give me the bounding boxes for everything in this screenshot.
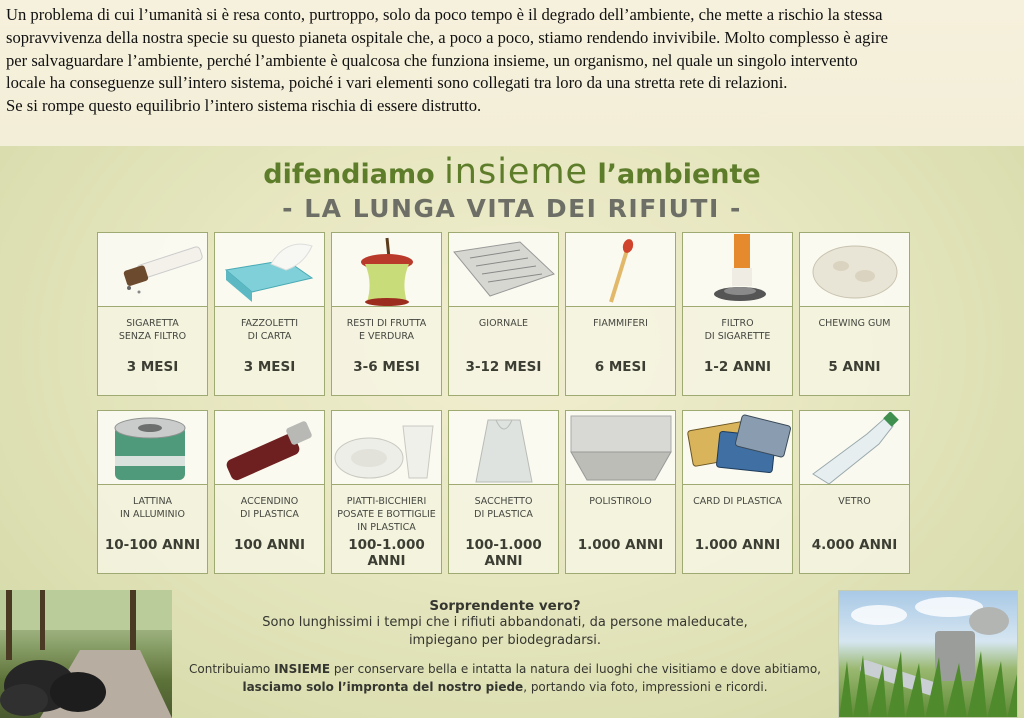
intro-line: locale ha conseguenze sull’intero sistema, poiché i vari elementi sono collegati tra loro da una stretta rete di relazioni. xyxy=(6,73,788,93)
cigarette-icon xyxy=(98,233,207,307)
poster-headline xyxy=(0,152,1024,192)
polystyrene-icon xyxy=(566,411,675,485)
waste-card-can xyxy=(97,410,208,574)
can-icon xyxy=(98,411,207,485)
waste-label: CHEWING GUM xyxy=(818,318,891,329)
waste-duration: 3 MESI xyxy=(126,359,179,375)
intro-line: Un problema di cui l’umanità si è resa conto, purtroppo, solo da poco tempo è il degrado dell’ambiente, che mette a rischio la stessa xyxy=(6,5,883,24)
intro-line: Se si rompe questo equilibrio l’intero sistema rischia di essere distrutto. xyxy=(6,96,482,116)
match-icon xyxy=(566,233,675,307)
waste-label: LATTINA IN ALLUMINIO xyxy=(120,496,185,520)
plastic-bag-icon xyxy=(449,411,558,485)
headline-word-difendiamo: difendiamo xyxy=(263,159,435,190)
waste-label: GIORNALE xyxy=(478,318,529,329)
poster-subheadline: - LA LUNGA VITA DEI RIFIUTI - xyxy=(282,194,742,223)
cta-text: , portando via foto, impressioni e ricordi. xyxy=(523,680,768,694)
waste-label: PIATTI-BICCHIERI POSATE E BOTTIGLIE IN PLASTICA xyxy=(337,496,436,533)
waste-card-chewing-gum xyxy=(799,232,910,396)
waste-label: SACCHETTO DI PLASTICA xyxy=(474,496,533,520)
waste-duration: 1-2 ANNI xyxy=(703,359,772,375)
waste-label: SIGARETTA SENZA FILTRO xyxy=(118,318,187,342)
apple-core-icon xyxy=(332,233,441,307)
waste-card-lighter xyxy=(214,410,325,574)
waste-duration: 10-100 ANNI xyxy=(104,537,201,553)
park-trash-bags-photo xyxy=(0,590,172,718)
cta-text: Contribuiamo xyxy=(189,662,275,676)
tissues-icon xyxy=(215,233,324,307)
waste-duration: 4.000 ANNI xyxy=(811,537,898,553)
waste-label: FILTRO DI SIGARETTE xyxy=(704,318,771,342)
intro-paragraph xyxy=(0,0,1024,146)
intro-line: per salvaguardare l’ambiente, perché l’ambiente è qualcosa che funziona insieme, un organismo, nel quale un singolo intervento xyxy=(6,50,858,70)
waste-duration: 3 MESI xyxy=(243,359,296,375)
waste-label: CARD DI PLASTICA xyxy=(693,496,782,507)
newspaper-icon xyxy=(449,233,558,307)
waste-card-plastic-bag xyxy=(448,410,559,574)
waste-lifespan-poster xyxy=(0,146,1024,718)
plastic-card-icon xyxy=(683,411,792,485)
cta-emphasis: lasciamo solo l’impronta del nostro piede xyxy=(242,680,524,694)
bottom-line: Sono lunghissimi i tempi che i rifiuti abbandonati, da persone maleducate, xyxy=(262,615,748,630)
bottom-line: impiegano per biodegradarsi. xyxy=(408,633,602,648)
waste-label: FAZZOLETTI DI CARTA xyxy=(240,318,299,342)
waste-card-glass xyxy=(799,410,910,574)
waste-duration: 5 ANNI xyxy=(828,359,881,375)
waste-card-tissues xyxy=(214,232,325,396)
waste-label: VETRO xyxy=(838,496,871,507)
waste-grid-row-2 xyxy=(97,410,912,574)
bottom-message xyxy=(180,598,830,696)
waste-card-matches xyxy=(565,232,676,396)
waste-card-fruit xyxy=(331,232,442,396)
waste-card-cigarette xyxy=(97,232,208,396)
waste-duration: 100-1.000 ANNI xyxy=(465,537,542,569)
headline-word-ambiente: l’ambiente xyxy=(597,159,761,190)
waste-grid-row-1 xyxy=(97,232,912,396)
waste-label: POLISTIROLO xyxy=(589,496,652,507)
waste-duration: 1.000 ANNI xyxy=(694,537,781,553)
waste-duration: 3-12 MESI xyxy=(465,359,542,375)
waste-label: RESTI DI FRUTTA E VERDURA xyxy=(346,318,427,342)
waste-duration: 100-1.000 ANNI xyxy=(348,537,425,569)
waste-duration: 3-6 MESI xyxy=(353,359,420,375)
bottom-question: Sorprendente vero? xyxy=(429,598,581,614)
glass-bottle-icon xyxy=(800,411,909,485)
waste-duration: 6 MESI xyxy=(594,359,647,375)
call-to-action xyxy=(180,660,830,696)
headline-word-insieme: insieme xyxy=(444,152,589,192)
grass-cans-photo xyxy=(838,590,1018,718)
chewing-gum-icon xyxy=(800,233,909,307)
plastic-dishes-icon xyxy=(332,411,441,485)
intro-line: sopravvivenza della nostra specie su questo pianeta ospitale che, a poco a poco, stiamo rendendo invivibile. Molto complesso è agire xyxy=(6,27,888,47)
waste-card-cigarette-filter xyxy=(682,232,793,396)
cta-text: per conservare bella e intatta la natura dei luoghi che visitiamo e dove abitiamo, xyxy=(330,662,821,676)
cigarette-butt-icon xyxy=(683,233,792,307)
waste-duration: 1.000 ANNI xyxy=(577,537,664,553)
waste-card-plastic-dishes xyxy=(331,410,442,574)
waste-label: ACCENDINO DI PLASTICA xyxy=(240,496,299,520)
lighter-icon xyxy=(215,411,324,485)
waste-card-newspaper xyxy=(448,232,559,396)
waste-card-plastic-card xyxy=(682,410,793,574)
waste-label: FIAMMIFERI xyxy=(593,318,648,329)
cta-emphasis: INSIEME xyxy=(274,662,331,676)
waste-duration: 100 ANNI xyxy=(234,537,305,553)
waste-card-polystyrene xyxy=(565,410,676,574)
